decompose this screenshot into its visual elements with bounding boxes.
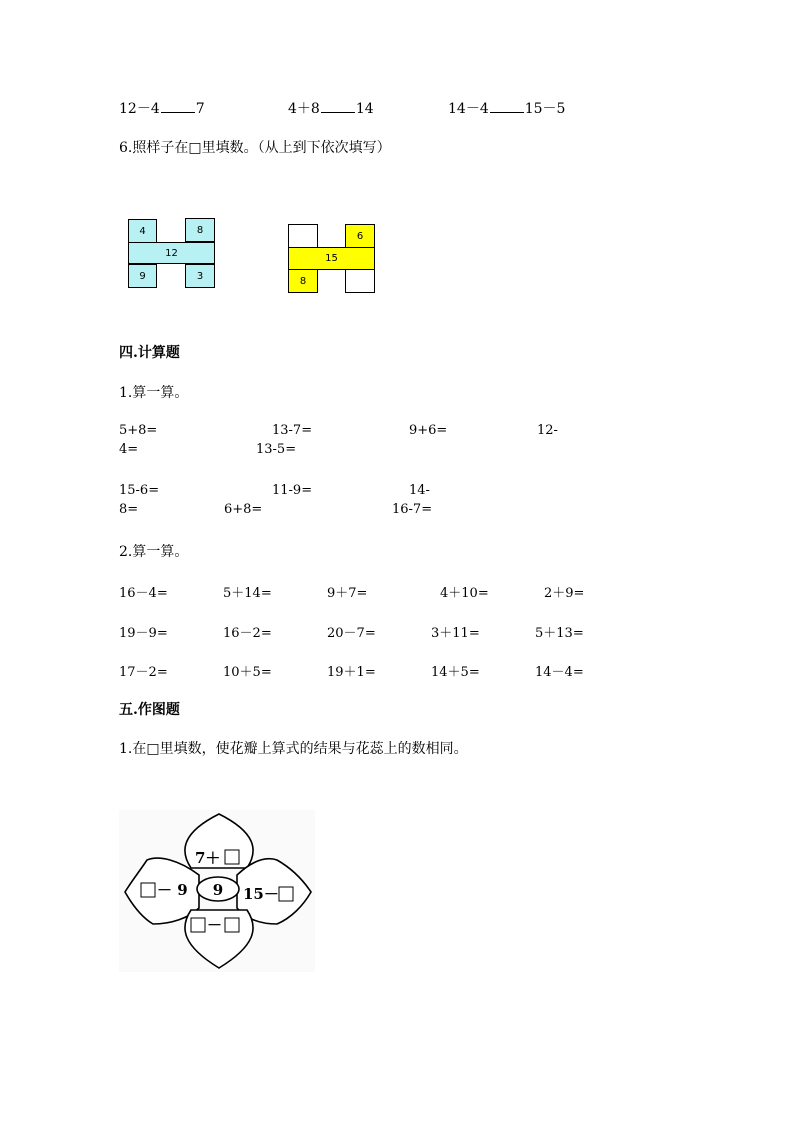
calc-item: 2＋9= — [544, 586, 585, 601]
bottom-petal-box-left[interactable] — [191, 918, 205, 932]
calc-item: 5+8= — [119, 423, 158, 438]
task-top-left-box[interactable] — [288, 224, 318, 248]
bottom-petal-text: － — [207, 916, 223, 934]
left-petal-text: － 9 — [157, 881, 188, 899]
calc-item: 14＋5= — [431, 665, 480, 680]
left-petal-box[interactable] — [141, 883, 155, 897]
bottom-petal-box-right[interactable] — [225, 918, 239, 932]
right-petal-text: 15－ — [243, 885, 279, 903]
flower-diagram — [119, 810, 319, 975]
section-5-q1-title: 1.在□里填数，使花瓣上算式的结果与花蕊上的数相同。 — [119, 741, 468, 757]
answer-blank[interactable] — [161, 100, 195, 113]
calc-item: 11-9= — [272, 483, 313, 498]
example-middle: 12 — [128, 242, 215, 264]
task-middle: 15 — [288, 247, 375, 270]
calc-item: 12- — [537, 423, 558, 438]
calc-item: 19＋1= — [327, 665, 376, 680]
answer-blank[interactable] — [490, 100, 524, 113]
compare-item-3 — [448, 98, 565, 118]
example-bottom-right: 3 — [185, 264, 215, 288]
calc-item: 13-7= — [272, 423, 313, 438]
example-top-left: 4 — [128, 219, 157, 243]
calc-item: 16－2= — [223, 626, 272, 641]
top-petal-text: 7＋ — [195, 849, 221, 867]
calc-item: 8= — [119, 502, 139, 517]
task-bottom-left: 8 — [288, 269, 318, 293]
compare-left: 4＋8 — [288, 101, 320, 117]
calc-item: 6+8= — [224, 502, 263, 517]
compare-left: 14－4 — [448, 101, 489, 117]
task-bottom-right-box[interactable] — [345, 269, 375, 293]
center-number: 9 — [212, 881, 224, 899]
compare-right: 15－5 — [524, 101, 566, 117]
calc-item: 9+6= — [409, 423, 448, 438]
calc-item: 14- — [409, 483, 430, 498]
calc-item: 3＋11= — [431, 626, 480, 641]
calc-item: 13-5= — [256, 442, 297, 457]
calc-item: 5＋14= — [223, 586, 272, 601]
q6-title: 6.照样子在□里填数。（从上到下依次填写） — [119, 140, 391, 156]
calc-item: 17－2= — [119, 665, 168, 680]
calc-item: 16-7= — [392, 502, 433, 517]
answer-blank[interactable] — [321, 100, 355, 113]
compare-right: 7 — [195, 101, 205, 117]
calc-item: 9＋7= — [327, 586, 368, 601]
calc-item: 5＋13= — [535, 626, 584, 641]
section-4-q1-title: 1.算一算。 — [119, 385, 189, 401]
calc-item: 15-6= — [119, 483, 160, 498]
calc-item: 14－4= — [535, 665, 584, 680]
compare-right: 14 — [355, 101, 374, 117]
calc-item: 4= — [119, 442, 139, 457]
section-5-heading: 五.作图题 — [119, 702, 180, 718]
right-petal-box[interactable] — [279, 887, 293, 901]
calc-item: 10＋5= — [223, 665, 272, 680]
section-4-heading: 四.计算题 — [119, 345, 180, 361]
example-top-right: 8 — [185, 218, 215, 242]
example-bottom-left: 9 — [128, 264, 157, 288]
task-top-right: 6 — [345, 224, 375, 248]
top-petal-box[interactable] — [225, 850, 239, 864]
compare-left: 12－4 — [119, 101, 160, 117]
calc-item: 16－4= — [119, 586, 168, 601]
compare-item-2 — [288, 98, 374, 118]
calc-item: 4＋10= — [440, 586, 489, 601]
calc-item: 19－9= — [119, 626, 168, 641]
calc-item: 20－7= — [327, 626, 376, 641]
section-4-q2-title: 2.算一算。 — [119, 544, 189, 560]
compare-item-1 — [119, 98, 205, 118]
